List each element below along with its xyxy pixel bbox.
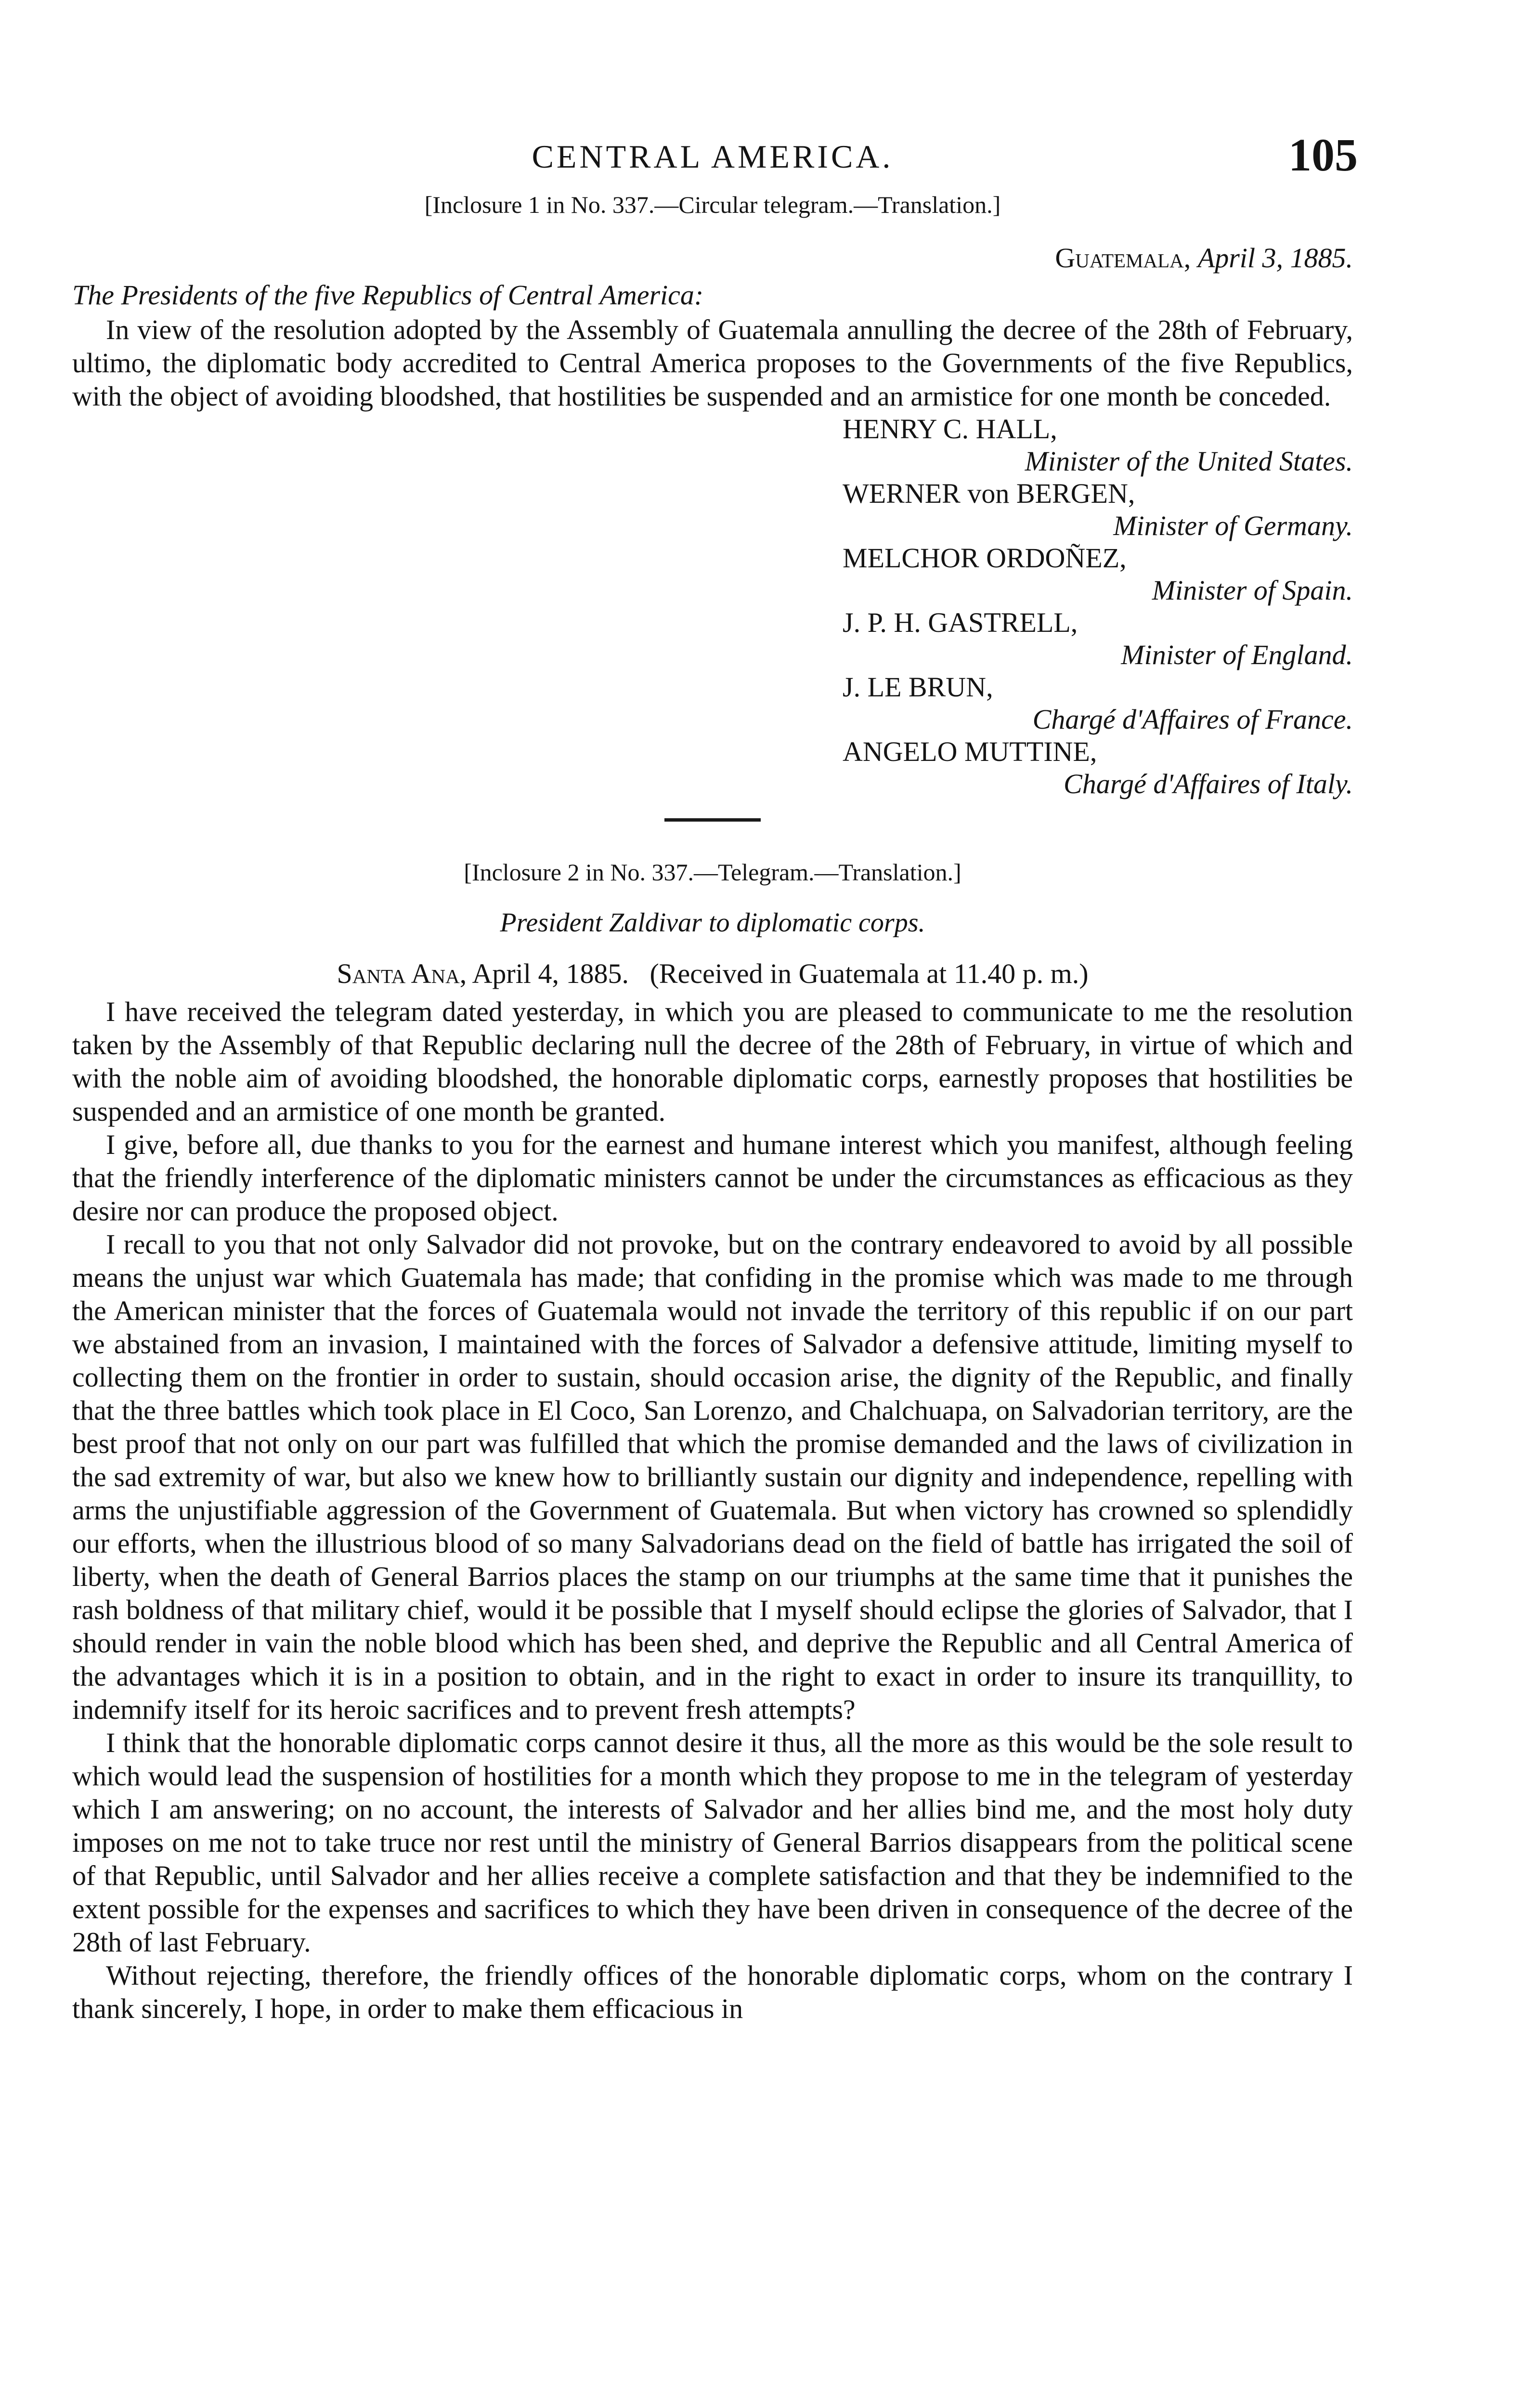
signature-name: J. LE BRUN, <box>843 671 993 703</box>
inclosure-1-body: In view of the resolution adopted by the Assembly of Guatemala annulling the decree of the 28th of February, ultimo, the diplomatic body accredited to Central America proposes to the Governments of the five Republics, with the object of avoiding bloodshed, that hostilities be suspended and an armistice for one month be conceded. <box>72 314 1353 412</box>
inclosure-2-heading: President Zaldivar to diplomatic corps. <box>500 908 925 938</box>
signature-name: ANGELO MUTTINE, <box>843 736 1097 767</box>
inclosure-2 <box>72 855 1353 2025</box>
signature-title: Minister of England. <box>1121 639 1353 670</box>
paragraph: Without rejecting, therefore, the friendly offices of the honorable diplomatic corps, whom on the contrary I thank sincerely, I hope, in order to make them efficacious in <box>72 1960 1353 2024</box>
inclosure-1-caption: [Inclosure 1 in No. 337.—Circular telegram.—Translation.] <box>424 191 1001 218</box>
signature-name: MELCHOR ORDOÑEZ, <box>843 542 1127 574</box>
signature-name: WERNER von BERGEN, <box>843 478 1135 509</box>
inclosure-2-caption: [Inclosure 2 in No. 337.—Telegram.—Translation.] <box>464 859 961 886</box>
inclosure-2-date: April 4, 1885. <box>472 958 629 989</box>
signature-title: Minister of the United States. <box>1025 445 1353 477</box>
signature-title: Minister of Germany. <box>1113 510 1353 541</box>
document-page <box>72 129 1358 2025</box>
signature-title: Chargé d'Affaires of France. <box>1032 704 1353 735</box>
paragraph: I think that the honorable diplomatic corps cannot desire it thus, all the more as this would be the sole result to which would lead the suspension of hostilities for a month which they propose to me in the telegram of yesterday which I am answering; on no account, the interests of Salvador and her allies bind me, and the most holy duty imposes on me not to take truce nor rest until the ministry of General Barrios disappears from the political scene of that Republic, until Salvador and her allies receive a complete satisfaction and that they be indemnified to the extent possible for the expenses and sacrifices to which they have been driven in consequence of the decree of the 28th of last February. <box>72 1727 1353 1958</box>
inclosure-1-dateline <box>72 239 1353 277</box>
signature-title: Minister of Spain. <box>1152 575 1353 606</box>
inclosure-1-place: Guatemala, <box>1055 242 1191 274</box>
page-title: CENTRAL AMERICA. <box>532 138 894 175</box>
inclosure-1 <box>72 188 1353 800</box>
page-number: 105 <box>1288 129 1358 181</box>
inclosure-2-received: (Received in Guatemala at 11.40 p. m.) <box>650 958 1089 989</box>
signature-name: HENRY C. HALL, <box>843 413 1057 445</box>
signature-name: J. P. H. GASTRELL, <box>843 607 1078 638</box>
inclosure-1-date: April 3, 1885. <box>1197 242 1353 274</box>
paragraph: I give, before all, due thanks to you for the earnest and humane interest which you manifest, although feeling that the friendly interference of the diplomatic ministers cannot be under the circumstances as efficacious as they desire nor can produce the proposed object. <box>72 1129 1353 1227</box>
paragraph: I have received the telegram dated yesterday, in which you are pleased to communicate to me the resolution taken by the Assembly of that Republic declaring null the decree of the 28th of February, in virtue of which and with the noble aim of avoiding bloodshed, the honorable diplomatic corps, earnestly proposes that hostilities be suspended and an armistice of one month be granted. <box>72 996 1353 1127</box>
paragraph: I recall to you that not only Salvador did not provoke, but on the contrary endeavored to avoid by all possible means the unjust war which Guatemala has made; that confiding in the promise which was made to me through the American minister that the forces of Guatemala would not invade the territory of this republic if on our part we abstained from an invasion, I maintained with the forces of Salvador a defensive attitude, limiting myself to collecting them on the frontier in order to sustain, should occasion arise, the dignity of the Republic, and finally that the three battles which took place in El Coco, San Lorenzo, and Chalchuapa, on Salvadorian territory, are the best proof that not only on our part was fulfilled that which the promise demanded and the laws of civilization in the sad extremity of war, but also we knew how to brilliantly sustain our dignity and independence, repelling with arms the unjustifiable aggression of the Government of Guatemala. But when victory has crowned so splendidly our efforts, when the illustrious blood of so many Salvadorians dead on the field of battle has irrigated the soil of liberty, when the death of General Barrios places the stamp on our triumphs at the same time that it punishes the rash boldness of that military chief, would it be possible that I myself should eclipse the glories of Salvador, that I should render in vain the noble blood which has been shed, and deprive the Republic and all Central America of the advantages which it is in a position to obtain, and in the right to exact in order to insure its tranquillity, to indemnify itself for its heroic sacrifices and to prevent fresh attempts? <box>72 1229 1353 1725</box>
inclosure-2-place: Santa Ana, <box>337 958 467 989</box>
inclosure-1-addressee: The Presidents of the five Republics of Central America: <box>72 279 704 311</box>
signature-block <box>843 413 1372 800</box>
section-divider <box>664 818 761 822</box>
running-head <box>72 129 1358 188</box>
inclosure-2-dateline <box>72 956 1353 991</box>
signature-title: Chargé d'Affaires of Italy. <box>1064 768 1353 799</box>
